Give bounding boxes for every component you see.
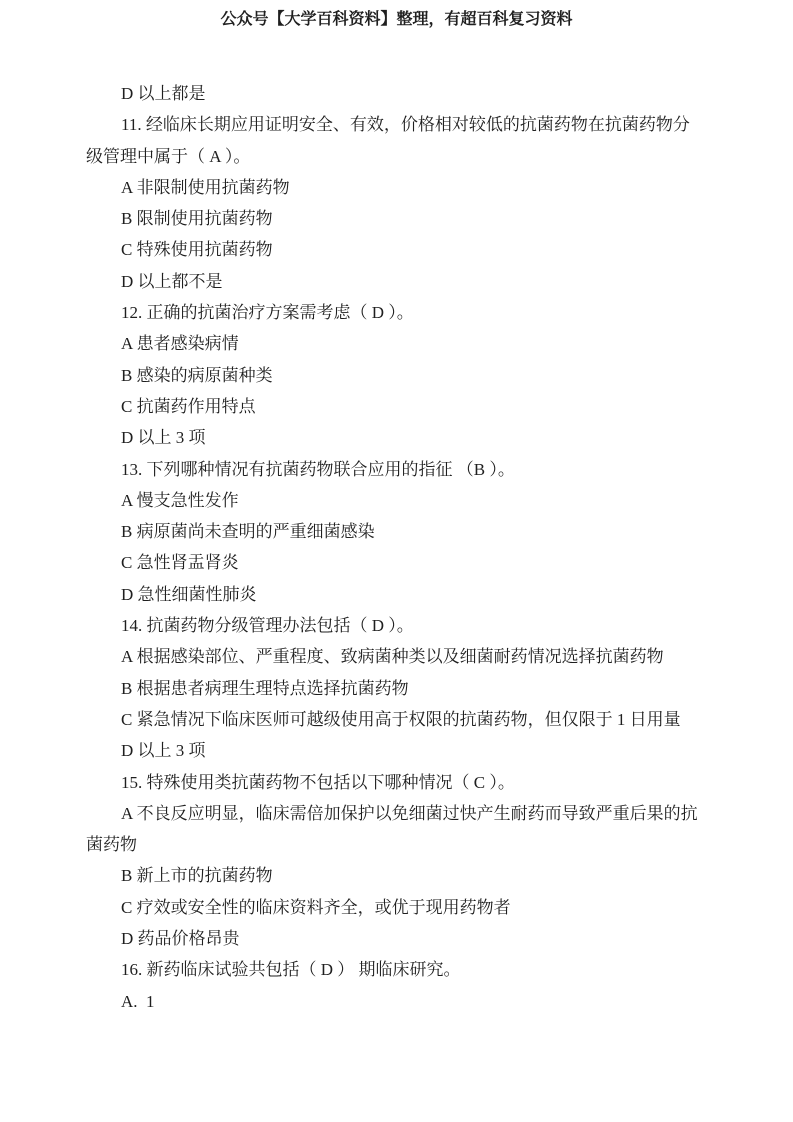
text-line: 16. 新药临床试验共包括（ D ） 期临床研究。: [121, 960, 461, 980]
text-line: C 抗菌药作用特点: [121, 396, 256, 416]
text-line: A. 1: [121, 991, 155, 1011]
text-line: C 特殊使用抗菌药物: [121, 240, 273, 260]
text-line: B 限制使用抗菌药物: [121, 209, 273, 229]
page-header-text: 公众号【大学百科资料】整理，有超百科复习资料: [220, 11, 573, 28]
text-line: C 急性肾盂肾炎: [121, 553, 239, 573]
text-line: 12. 正确的抗菌治疗方案需考虑（ D ）。: [121, 303, 414, 323]
text-line: B 病原菌尚未查明的严重细菌感染: [121, 522, 375, 542]
text-line: A 慢支急性发作: [121, 490, 239, 510]
text-line: D 以上 3 项: [121, 741, 206, 761]
text-line: 级管理中属于（ A ）。: [86, 146, 251, 166]
text-line: B 感染的病原菌种类: [121, 365, 273, 385]
text-line: A 患者感染病情: [121, 334, 239, 354]
text-line: 15. 特殊使用类抗菌药物不包括以下哪种情况（ C ）。: [121, 772, 515, 792]
text-line: A 根据感染部位、严重程度、致病菌种类以及细菌耐药情况选择抗菌药物: [121, 647, 664, 667]
text-line: 13. 下列哪种情况有抗菌药物联合应用的指征 （B ）。: [121, 459, 515, 479]
text-line: D 急性细菌性肺炎: [121, 584, 257, 604]
text-line: 14. 抗菌药物分级管理办法包括（ D ）。: [121, 616, 414, 636]
text-line: A 不良反应明显，临床需倍加保护以免细菌过快产生耐药而导致严重后果的抗: [121, 803, 698, 823]
text-line: D 药品价格昂贵: [121, 929, 240, 949]
text-line: D 以上 3 项: [121, 428, 206, 448]
text-line: C 紧急情况下临床医师可越级使用高于权限的抗菌药物，但仅限于 1 日用量: [121, 709, 681, 729]
text-line: B 新上市的抗菌药物: [121, 866, 273, 886]
text-line: D 以上都不是: [121, 271, 223, 291]
text-line: 11. 经临床长期应用证明安全、有效，价格相对较低的抗菌药物在抗菌药物分: [121, 115, 690, 135]
text-line: C 疗效或安全性的临床资料齐全，或优于现用药物者: [121, 897, 511, 917]
text-line: B 根据患者病理生理特点选择抗菌药物: [121, 678, 409, 698]
text-line: D 以上都是: [121, 84, 206, 103]
question-list: [86, 78, 726, 1017]
text-line: 菌药物: [86, 835, 137, 855]
text-line: A 非限制使用抗菌药物: [121, 177, 290, 197]
